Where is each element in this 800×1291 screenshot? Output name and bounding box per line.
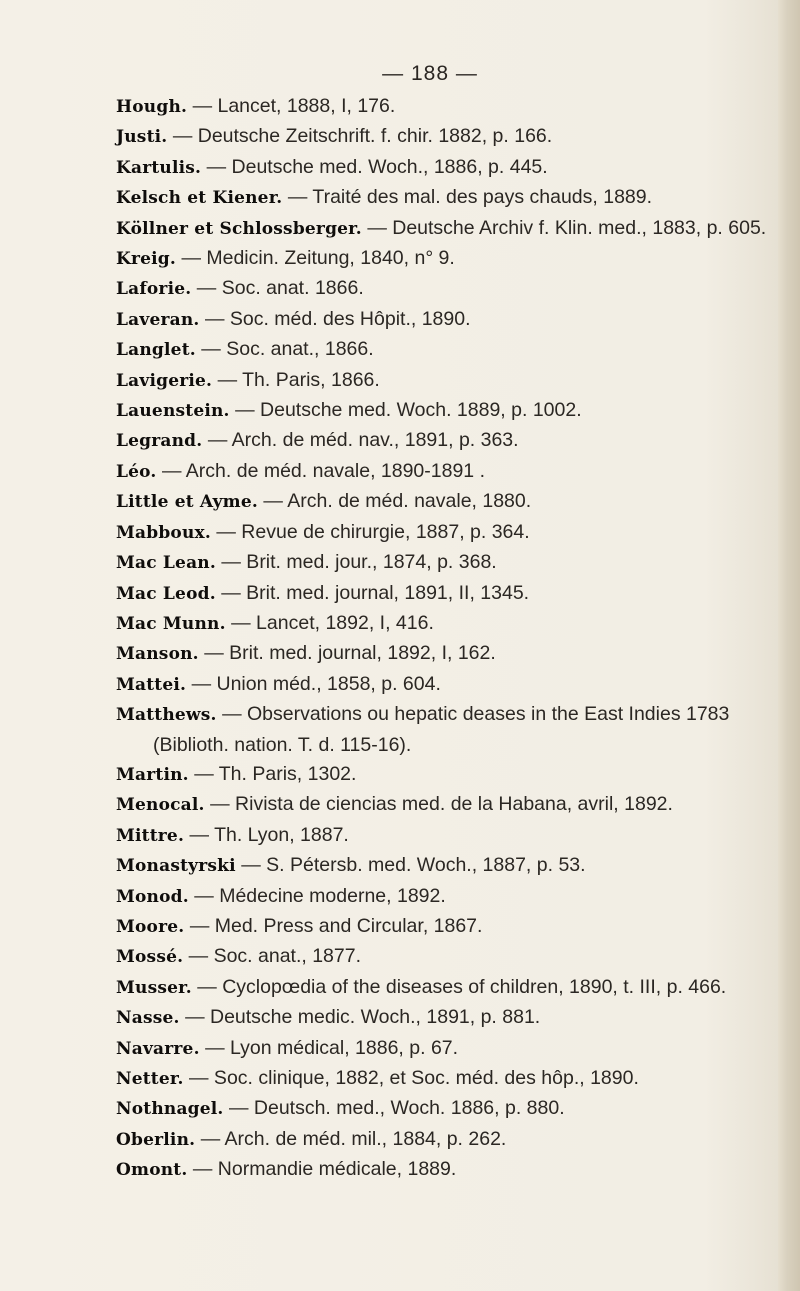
entry-author: Léo.	[116, 461, 157, 482]
entry-author: Oberlin.	[116, 1129, 196, 1150]
entry-author: Kartulis.	[116, 157, 202, 178]
bibliography-entry	[116, 1034, 788, 1064]
bibliography-entry	[116, 1003, 788, 1033]
entry-author: Matthews.	[116, 705, 217, 726]
entry-author: Moore.	[116, 916, 185, 937]
entry-reference: — Soc. anat. 1866.	[196, 277, 364, 300]
entry-author: Justi.	[116, 127, 168, 148]
bibliography-entry	[116, 153, 788, 183]
entry-reference: — Normandie médicale, 1889.	[192, 1158, 457, 1181]
bibliography-entry	[116, 760, 788, 790]
bibliography-entry	[116, 487, 788, 517]
entry-reference: — Traité des mal. des pays chauds, 1889.	[287, 186, 653, 209]
bibliography-entry	[116, 1125, 788, 1155]
bibliography-entry	[116, 457, 788, 487]
entry-author: Lavigerie.	[116, 370, 213, 391]
entry-reference: — Arch. de méd. nav., 1891, p. 363.	[207, 429, 519, 452]
entry-reference: — Deutsche medic. Woch., 1891, p. 881.	[185, 1006, 541, 1029]
entry-reference: — Rivista de ciencias med. de la Habana, avril, 1892.	[210, 793, 673, 816]
entry-author: Mac Lean.	[116, 553, 216, 574]
entry-author: Musser.	[116, 977, 192, 998]
entry-author: Kreig.	[116, 249, 177, 270]
entry-reference: — Soc. anat., 1866.	[201, 338, 374, 361]
entry-reference: — Cyclopœdia of the diseases of children, 1890, t. III, p. 466.	[197, 975, 727, 998]
bibliography-entry	[116, 335, 788, 365]
bibliography-entry	[116, 942, 788, 972]
entry-reference: — Deutsche Zeitschrift. f. chir. 1882, p. 166.	[172, 125, 553, 148]
bibliography-entry	[116, 700, 788, 760]
bibliography-entry	[116, 579, 788, 609]
entry-reference: — Union méd., 1858, p. 604.	[191, 672, 441, 695]
entry-author: Mossé.	[116, 947, 184, 968]
entry-author: Mac Leod.	[116, 583, 216, 604]
entry-author: Martin.	[116, 764, 189, 785]
bibliography-entry	[116, 1155, 788, 1185]
entry-author: Köllner et Schlossberger.	[116, 218, 362, 239]
entry-author: Little et Ayme.	[116, 492, 258, 513]
bibliography-entry	[116, 366, 788, 396]
entry-reference: — Revue de chirurgie, 1887, p. 364.	[216, 520, 530, 543]
entry-author: Mac Munn.	[116, 613, 226, 634]
entry-author: Langlet.	[116, 340, 196, 361]
entry-reference: — Th. Paris, 1866.	[217, 368, 380, 391]
bibliography-entry	[116, 92, 788, 122]
entry-reference: — Soc. clinique, 1882, et Soc. méd. des hôp., 1890.	[189, 1067, 639, 1089]
bibliography-entry	[116, 1094, 788, 1124]
bibliography-entry	[116, 426, 788, 456]
bibliography-entry	[116, 851, 788, 881]
bibliography-entry	[116, 1064, 788, 1094]
entry-author: Mattei.	[116, 674, 187, 695]
bibliography-entry	[116, 639, 788, 669]
entry-author: Laforie.	[116, 279, 192, 300]
bibliography-entry	[116, 274, 788, 304]
entry-author: Navarre.	[116, 1038, 200, 1059]
bibliography-entry	[116, 882, 788, 912]
entry-reference: — Lancet, 1888, I, 176.	[192, 95, 396, 117]
bibliography-entry	[116, 609, 788, 639]
entry-reference: — Deutsche med. Woch., 1886, p. 445.	[206, 155, 548, 178]
entry-reference: — Soc. méd. des Hôpit., 1890.	[204, 307, 471, 330]
entry-author: Hough.	[116, 97, 188, 117]
entry-reference: — S. Pétersb. med. Woch., 1887, p. 53.	[241, 854, 586, 877]
entry-author: Nasse.	[116, 1008, 180, 1029]
bibliography-entry	[116, 244, 788, 274]
entry-author: Mittre.	[116, 825, 185, 846]
entry-author: Monastyrski	[116, 856, 236, 877]
entry-reference: — Médecine moderne, 1892.	[194, 884, 446, 907]
entry-reference: — Brit. med. jour., 1874, p. 368.	[221, 551, 497, 574]
entry-author: Omont.	[116, 1160, 188, 1181]
entry-reference: — Arch. de méd. navale, 1890-1891 .	[161, 459, 485, 482]
bibliography-entry	[116, 790, 788, 820]
entry-reference: — Medicin. Zeitung, 1840, n° 9.	[181, 247, 455, 270]
entry-author: Lauenstein.	[116, 401, 230, 422]
entry-reference: — Arch. de méd. mil., 1884, p. 262.	[200, 1127, 507, 1150]
entry-reference: — Soc. anat., 1877.	[188, 945, 362, 968]
entry-reference: — Lyon médical, 1886, p. 67.	[205, 1036, 459, 1059]
entry-author: Menocal.	[116, 795, 205, 816]
entry-author: Legrand.	[116, 431, 203, 452]
entry-author: Manson.	[116, 644, 199, 665]
bibliography-entry	[116, 183, 788, 213]
entry-reference: — Brit. med. journal, 1891, II, 1345.	[221, 581, 530, 604]
bibliography-entry	[116, 821, 788, 851]
bibliography-entry	[116, 973, 788, 1003]
entry-reference: — Th. Lyon, 1887.	[189, 823, 349, 846]
bibliography-entry	[116, 548, 788, 578]
entry-reference: — Arch. de méd. navale, 1880.	[263, 490, 532, 513]
entry-reference: — Deutsche med. Woch. 1889, p. 1002.	[235, 399, 582, 422]
entry-author: Nothnagel.	[116, 1099, 224, 1120]
entry-author: Laveran.	[116, 309, 200, 330]
entry-reference: — Observations ou hepatic deases in the East Indies 1783 (Biblioth. nation. T. d. 115-16).	[153, 703, 730, 756]
entry-reference: — Deutsch. med., Woch. 1886, p. 880.	[228, 1097, 565, 1120]
bibliography-entry	[116, 912, 788, 942]
bibliography-entry	[116, 305, 788, 335]
entry-reference: — Th. Paris, 1302.	[194, 762, 357, 785]
bibliography-entry	[116, 214, 788, 244]
entry-author: Kelsch et Kiener.	[116, 188, 283, 209]
entry-reference: — Deutsche Archiv f. Klin. med., 1883, p. 605.	[367, 216, 767, 239]
bibliography-list	[116, 92, 788, 1186]
entry-author: Netter.	[116, 1069, 184, 1089]
bibliography-entry	[116, 396, 788, 426]
bibliography-entry	[116, 518, 788, 548]
entry-reference: — Lancet, 1892, I, 416.	[231, 611, 434, 634]
entry-author: Mabboux.	[116, 522, 211, 543]
page-number: — 188 —	[382, 62, 478, 85]
bibliography-entry	[116, 122, 788, 152]
entry-reference: — Brit. med. journal, 1892, I, 162.	[204, 642, 496, 665]
entry-reference: — Med. Press and Circular, 1867.	[189, 914, 483, 937]
bibliography-entry	[116, 670, 788, 700]
entry-author: Monod.	[116, 886, 189, 907]
